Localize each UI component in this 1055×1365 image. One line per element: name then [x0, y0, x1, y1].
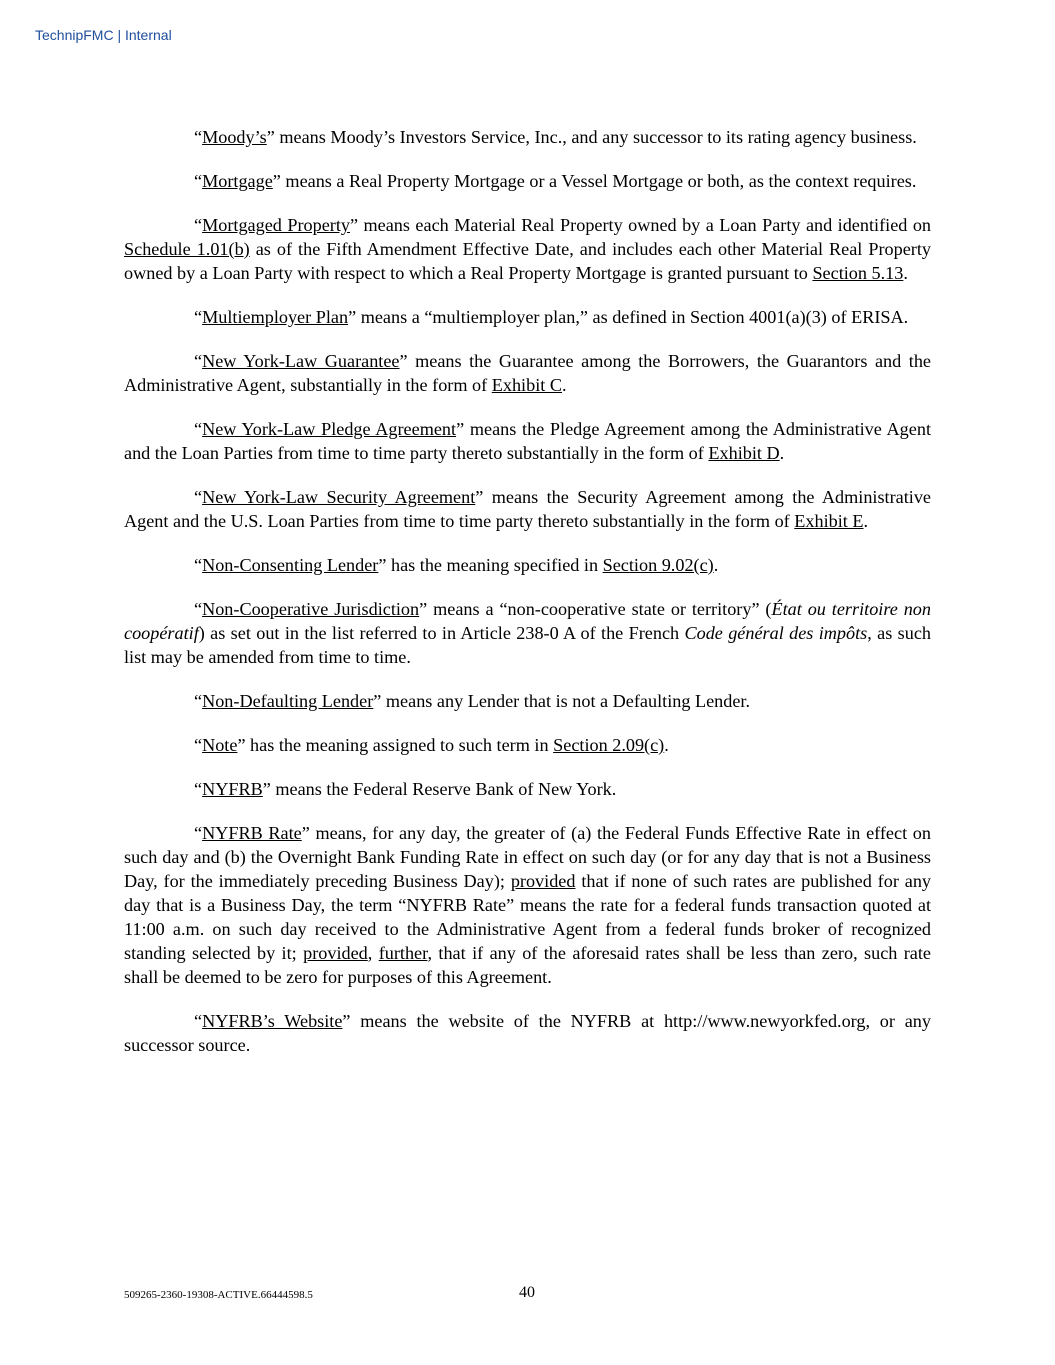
definition-text: .	[561, 375, 567, 395]
definition-text: ” means a “non-cooperative state or territory” (	[419, 599, 772, 619]
definition-text: ” means a Real Property Mortgage or a Vessel Mortgage or both, as the context requires.	[272, 171, 917, 191]
defined-term: New York-Law Guarantee	[202, 351, 400, 371]
definition-text: .	[903, 263, 908, 283]
definition-text: ” means Moody’s Investors Service, Inc., and any successor to its rating agency business.	[266, 127, 917, 147]
defined-term: New York-Law Security Agreement	[202, 487, 476, 507]
definition-text: ” means the Federal Reserve Bank of New York.	[262, 779, 617, 799]
defined-term: Section 5.13	[812, 263, 904, 283]
defined-term: Exhibit C	[491, 375, 562, 395]
definition-text: ” has the meaning specified in	[378, 555, 603, 575]
definition-paragraph	[124, 169, 931, 193]
definition-text: “	[194, 419, 203, 439]
definition-text: ” means a “multiemployer plan,” as defined in Section 4001(a)(3) of ERISA.	[348, 307, 909, 327]
definition-paragraph	[124, 597, 931, 669]
definition-text: that if none of such rates are published for any day that is a Business Day, the term “NYFRB Rate” means the rate for a federal funds transaction quoted at 11:00 a.m. on such day received to the Administrative Agent from a federal funds broker of recognized standing selected by it;	[124, 871, 932, 963]
definition-text: “	[194, 1011, 203, 1031]
definition-text: ” means each Material Real Property owned by a Loan Party and identified on	[349, 215, 932, 235]
definition-paragraph	[124, 553, 931, 577]
defined-term: Exhibit D	[708, 443, 780, 463]
defined-term: Mortgaged Property	[202, 215, 350, 235]
definition-text: ” means the Guarantee among the Borrowers, the Guarantors and the Administrative Agent, substantially in the form of	[124, 351, 931, 395]
defined-term: Multiemployer Plan	[202, 307, 349, 327]
defined-term: Note	[202, 735, 238, 755]
definition-paragraph	[124, 125, 931, 149]
definition-text: , as such list may be amended from time to time.	[124, 623, 931, 667]
defined-term: Non-Consenting Lender	[202, 555, 379, 575]
definition-text: .	[779, 443, 785, 463]
definition-text: “	[194, 599, 203, 619]
definition-text: .	[713, 555, 719, 575]
defined-term: NYFRB Rate	[202, 823, 302, 843]
defined-term: NYFRB’s Website	[202, 1011, 343, 1031]
definitions-body	[124, 125, 931, 1077]
definition-text: “	[194, 487, 203, 507]
definition-paragraph	[124, 821, 931, 989]
definition-paragraph	[124, 485, 931, 533]
definition-text: “	[194, 691, 203, 711]
definition-text: “	[194, 307, 203, 327]
definition-text: “	[194, 171, 203, 191]
defined-term: Schedule 1.01(b)	[124, 239, 250, 259]
definition-text: “	[194, 735, 203, 755]
definition-text: ” means the website of the NYFRB at http://www.newyorkfed.org, or any successor source.	[124, 1011, 931, 1055]
definition-text: ” means the Pledge Agreement among the Administrative Agent and the Loan Parties from time to time party thereto substantially in the form of	[124, 419, 931, 463]
document-id: 509265-2360-19308-ACTIVE.66444598.5	[124, 1289, 313, 1301]
definition-text: “	[194, 823, 203, 843]
definition-paragraph	[124, 733, 931, 757]
definition-text: as of the Fifth Amendment Effective Date, and includes each other Material Real Property owned by a Loan Party with respect to which a Real Property Mortgage is granted pursuant to	[124, 239, 931, 283]
definition-text: ” means any Lender that is not a Defaulting Lender.	[373, 691, 751, 711]
page-number: 40	[519, 1284, 535, 1301]
definition-text: , that if any of the aforesaid rates shall be less than zero, such rate shall be deemed to be zero for purposes of this Agreement.	[124, 943, 931, 987]
defined-term: provided	[303, 943, 368, 963]
definition-text: .	[863, 511, 869, 531]
defined-term: Moody’s	[202, 127, 267, 147]
definition-text: “	[194, 555, 203, 575]
definition-text: ” has the meaning assigned to such term in	[237, 735, 554, 755]
italic-text: Code général des impôts	[684, 623, 868, 643]
definition-text: .	[664, 735, 669, 755]
defined-term: Exhibit E	[794, 511, 864, 531]
definition-paragraph	[124, 305, 931, 329]
definition-text: “	[194, 215, 203, 235]
defined-term: provided	[510, 871, 576, 891]
defined-term: Section 9.02(c)	[602, 555, 714, 575]
definition-text: ,	[367, 943, 379, 963]
defined-term: Section 2.09(c)	[553, 735, 665, 755]
definition-text: “	[194, 351, 203, 371]
definition-text: ” means the Security Agreement among the Administrative Agent and the U.S. Loan Parties from time to time party thereto substantially in the form of	[124, 487, 932, 531]
definition-paragraph	[124, 213, 931, 285]
definition-text: “	[194, 127, 203, 147]
classification-label: TechnipFMC | Internal	[35, 27, 172, 43]
defined-term: Non-Defaulting Lender	[202, 691, 374, 711]
defined-term: Non-Cooperative Jurisdiction	[202, 599, 420, 619]
definition-paragraph	[124, 349, 931, 397]
defined-term: NYFRB	[202, 779, 263, 799]
definition-text: “	[194, 779, 203, 799]
defined-term: further	[378, 943, 428, 963]
definition-paragraph	[124, 1009, 931, 1057]
defined-term: New York-Law Pledge Agreement	[202, 419, 457, 439]
definition-text: ” means, for any day, the greater of (a) the Federal Funds Effective Rate in effect on such day and (b) the Overnight Bank Funding Rate in effect on such day (or for any day that is not a Business Day, for the immediately preceding Business Day);	[124, 823, 931, 891]
definition-paragraph	[124, 689, 931, 713]
definition-text: ) as set out in the list referred to in Article 238-0 A of the French	[198, 623, 685, 643]
definition-paragraph	[124, 417, 931, 465]
definition-paragraph	[124, 777, 931, 801]
italic-text: État ou territoire non coopératif	[124, 599, 931, 643]
defined-term: Mortgage	[202, 171, 273, 191]
